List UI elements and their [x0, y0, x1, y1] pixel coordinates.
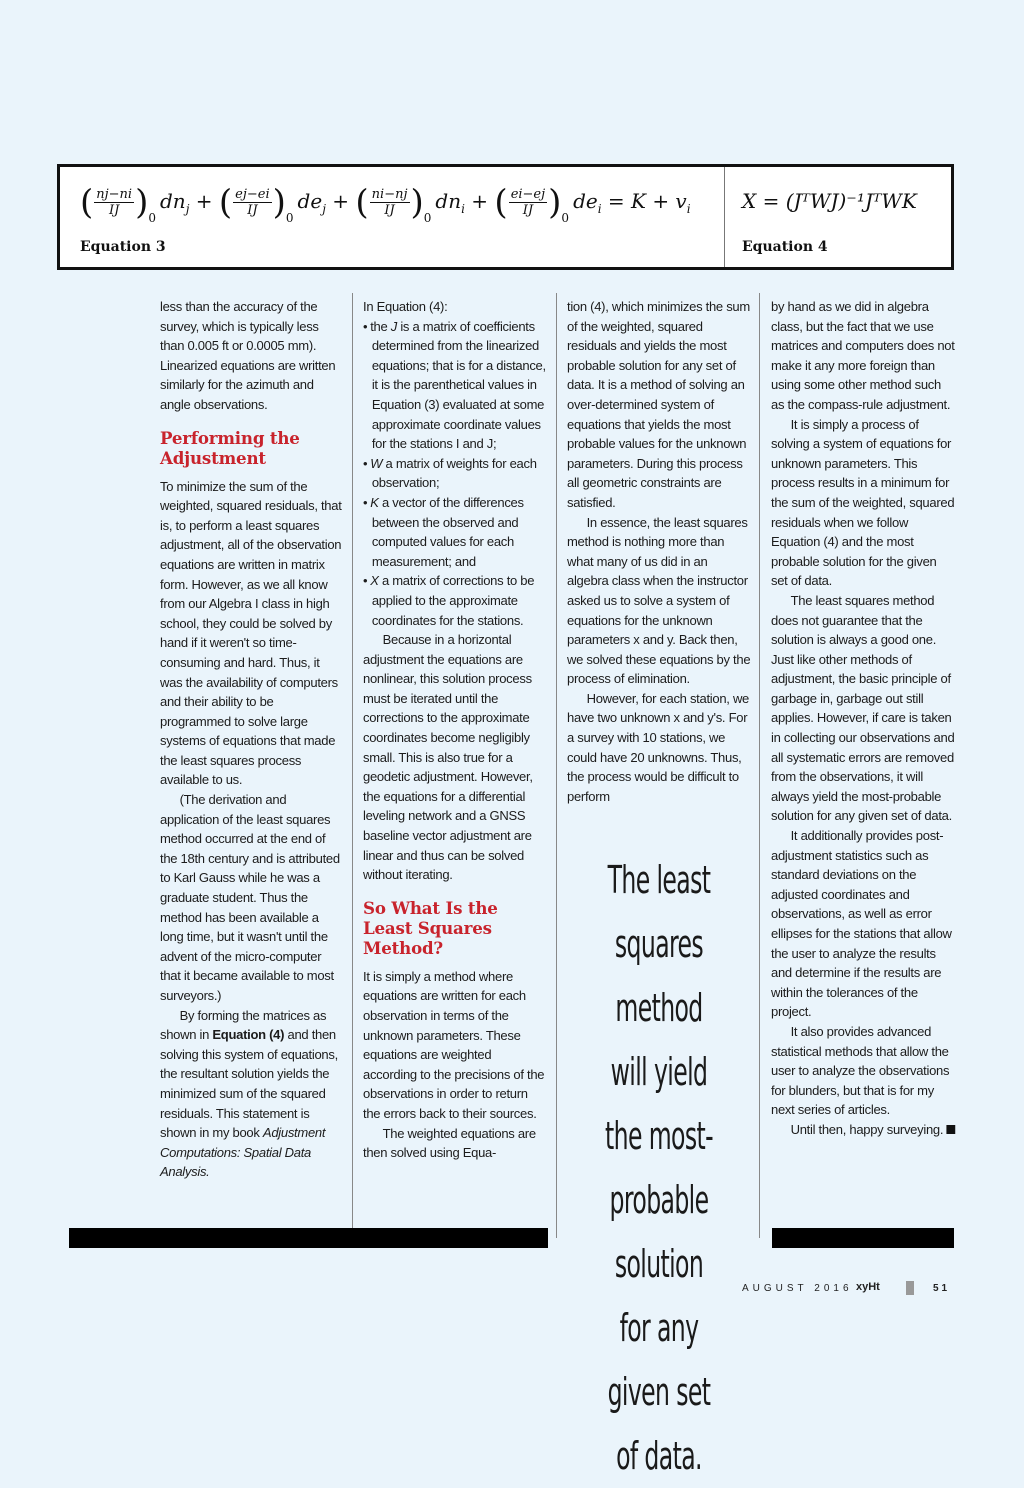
column-rule: [556, 293, 557, 1238]
paragraph: by hand as we did in algebra class, but the fact that we use matrices and computers does not make it any more foreign than using some other method such as the compass-rule adjustment.: [771, 299, 955, 412]
equation-3-label: Equation 3: [80, 239, 166, 255]
paragraph: In Equation (4):: [363, 299, 448, 314]
equation-3: ( $\frac{nj-ni}{IJ}$ )$_0dn_j$ + ( $\frac{ej-ei}{IJ}$ )$_0de_j$ + ( $\frac{ni-nj}{IJ}$ )$_0dn_i$ + ( $\frac{ei-ej}{IJ}$ )$_0de_i = K + v_i$: [80, 182, 691, 225]
equation-4: X = (JᵀWJ)⁻¹JᵀWK: [742, 189, 917, 213]
paragraph: It also provides advanced statistical methods that allow the user to analyze the observations for blunders, but that is for my next series of articles.: [771, 1023, 950, 1118]
equation-4-label: Equation 4: [742, 239, 828, 255]
column-1: [160, 297, 344, 1182]
paragraph: To minimize the sum of the weighted, squared residuals, that is, to perform a least squares adjustment, all of the observation equations are written in matrix form. However, as we all know from our Algebra I class in high school, they could be solved by hand if it weren't so time-consuming and hard. Thus, it was the availability of computers and their ability to be programmed to solve large systems of equations that made the least squares process available to us.: [160, 478, 342, 788]
column-rule: [759, 293, 760, 1238]
definition-list: [363, 317, 547, 631]
column-4: [771, 297, 955, 1140]
end-mark-icon: [946, 1125, 955, 1134]
list-item: • X a matrix of corrections to be applied to the approximate coordinates for the stations.: [363, 571, 547, 630]
column-3: [567, 297, 751, 806]
paragraph: The weighted equations are then solved using Equa-: [363, 1125, 536, 1161]
list-item: • W a matrix of weights for each observation;: [363, 454, 547, 493]
paragraph: Because in a horizontal adjustment the equations are nonlinear, this solution process must be iterated until the corrections to the approximate coordinates become negligibly small. This is also true for a geodetic adjustment. However, the equations for a differential leveling network and a GNSS baseline vector adjustment are linear and thus can be solved without iterating.: [363, 632, 533, 883]
list-item: • the J is a matrix of coefficients determined from the linearized equations; that is for a distance, it is the parenthetical values in Equation (3) evaluated at some approximate coordinate values for the stations I and J;: [363, 317, 547, 454]
paragraph: tion (4), which minimizes the sum of the weighted, squared residuals and yields the most probable solution for any set of data. It is a method of solving an over-determined system of equations that yields the most probable values for the unknown parameters. During this process all geometric constraints are satisfied.: [567, 299, 750, 510]
paragraph: In essence, the least squares method is nothing more than what many of us did in an algebra class when the instructor asked us to solve a system of equations for the unknown parameters x and y. Back then, we solved these equations by the process of elimination.: [567, 514, 751, 687]
equation-box: [57, 164, 954, 270]
section-heading: So What Is the Least Squares Method?: [363, 898, 498, 959]
paragraph: However, for each station, we have two unknown x and y's. For a survey with 10 stations, we could have 20 unknowns. Thus, the process would be difficult to perform: [567, 690, 750, 804]
paragraph: The least squares method does not guarantee that the solution is always a good one. Just like other methods of adjustment, the basic principle of garbage in, garbage out still applies. However, if care is taken in collecting our observations and all systematic errors are removed from the observations, it will always yield the most-probable solution for any given set of data.: [771, 592, 955, 824]
column-rule: [352, 293, 353, 1238]
section-heading: Performing the Adjustment: [160, 428, 300, 469]
paragraph: It is simply a process of solving a system of equations for unknown parameters. This process results in a minimum for the sum of the weighted, squared residuals when we follow Equation (4) and the most probable solution for the given set of data.: [771, 416, 955, 589]
list-item: • K a vector of the differences between the observed and computed values for each measurement; and: [363, 493, 547, 571]
column-2: [363, 297, 547, 1163]
paragraph: By forming the matrices as shown in Equation (4) and then solving this system of equations, the resultant solution yields the minimized sum of the squared residuals. This statement is shown in my book Adjustment Computations: Spatial Data Analysis.: [160, 1007, 338, 1180]
separator-block: [906, 1281, 914, 1295]
magazine-logo: xyHt: [856, 1281, 880, 1293]
paragraph: Until then, happy surveying.: [771, 1120, 955, 1140]
footer-bar: [772, 1228, 954, 1248]
issue-date: AUGUST 2016: [742, 1283, 853, 1294]
paragraph: less than the accuracy of the survey, which is typically less than 0.005 ft or 0.0005 mm). Linearized equations are written similarly for the azimuth and angle observations.: [160, 299, 336, 412]
page-number: 51: [933, 1283, 951, 1294]
paragraph: It additionally provides post-adjustment statistics such as standard deviations on the adjusted coordinates and observations, as well as error ellipses for the stations that allow the user to analyze the results and determine if the results are within the tolerances of the project.: [771, 828, 952, 1020]
paragraph: (The derivation and application of the least squares method occurred at the end of the 18th century and is attributed to Karl Gauss while he was a graduate student. Thus the method has been available a long time, but it wasn't until the advent of the micro-computer that it became available to most surveyors.): [160, 792, 340, 1003]
equation-divider: [724, 167, 725, 267]
pull-quote: The least squares method will yield the most-probable solution for any given set of data.: [605, 858, 713, 1478]
paragraph: It is simply a method where equations are written for each observation in terms of the unknown parameters. These equations are weighted according to the precisions of the observations in order to return the errors back to their sources.: [363, 968, 545, 1121]
footer-bar: [69, 1228, 548, 1248]
